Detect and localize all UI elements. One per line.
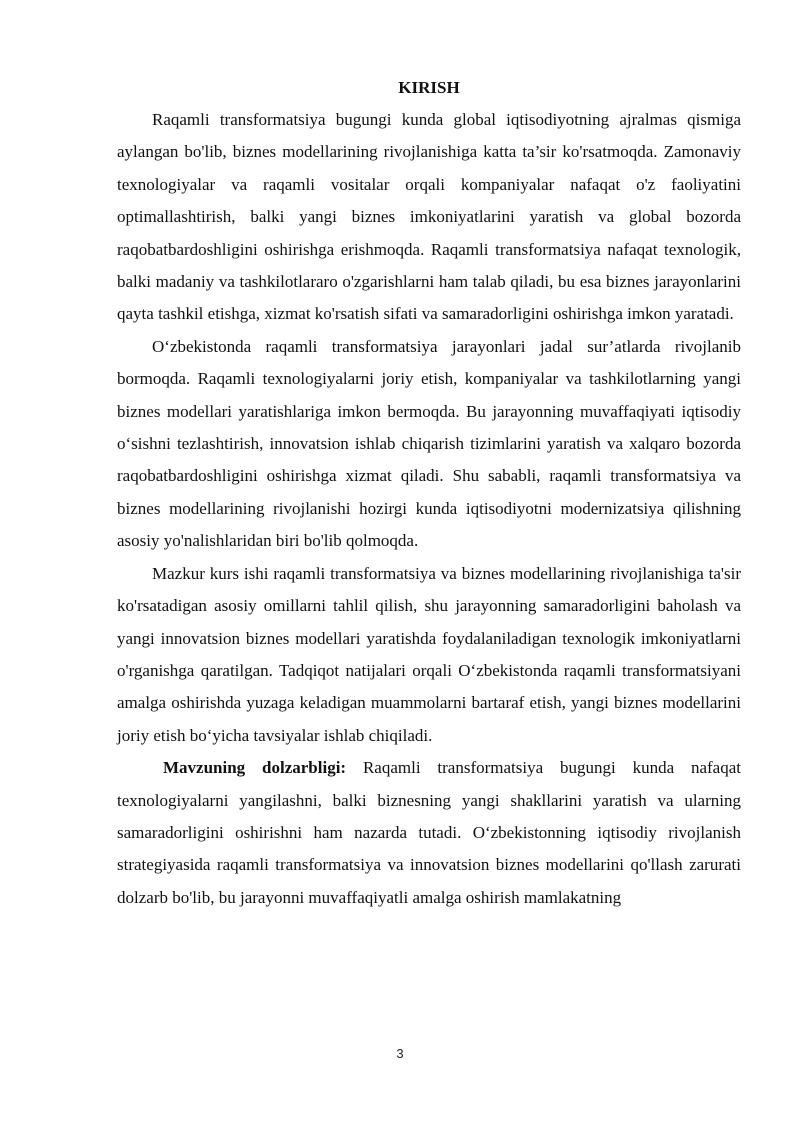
relevance-lead: Mavzuning dolzarbligi: [163, 758, 347, 778]
relevance-paragraph [117, 752, 741, 914]
relevance-text: Raqamli transformatsiya bugungi kunda nafaqat texnologiyalarni yangilashni, balki biznesning yangi shakllarini yaratish va ularning samaradorligini oshirishni ham nazarda tutadi. O‘zbekistonning iqtisodiy rivojlanish strategiyasida raqamli transformatsiya va innovatsion biznes modellarini qo'llash zarurati dolzarb bo'lib, bu jarayonni muvaffaqiyatli amalga oshirish mamlakatning [117, 758, 741, 907]
paragraph-1: Raqamli transformatsiya bugungi kunda global iqtisodiyotning ajralmas qismiga aylangan bo'lib, biznes modellarining rivojlanishiga katta ta’sir ko'rsatmoqda. Zamonaviy texnologiyalar va raqamli vositalar orqali kompaniyalar nafaqat o'z faoliyatini optimallashtirish, balki yangi biznes imkoniyatlarini yaratish va global bozorda raqobatbardoshligini oshirishga erishmoqda. Raqamli transformatsiya nafaqat texnologik, balki madaniy va tashkilotlararo o'zgarishlarni ham talab qiladi, bu esa biznes jarayonlarini qayta tashkil etishga, xizmat ko'rsatish sifati va samaradorligini oshirishga imkon yaratadi. [117, 110, 741, 324]
paragraph-3: Mazkur kurs ishi raqamli transformatsiya va biznes modellarining rivojlanishiga ta'sir ko'rsatadigan asosiy omillarni tahlil qilish, shu jarayonning samaradorligini baholash va yangi innovatsion biznes modellari yaratishda foydalaniladigan texnologik imkoniyatlarni o'rganishga qaratilgan. Tadqiqot natijalari orqali O‘zbekistonda raqamli transformatsiyani amalga oshirishda yuzaga keladigan muammolarni bartaraf etish, yangi biznes modellarini joriy etish bo‘yicha tavsiyalar ishlab chiqiladi. [117, 563, 741, 745]
section-heading: KIRISH [398, 78, 460, 97]
page-body [117, 72, 741, 914]
paragraph-2: O‘zbekistonda raqamli transformatsiya jarayonlari jadal sur’atlarda rivojlanib bormoqda. Raqamli texnologiyalarni joriy etish, kompaniyalar va tashkilotlarning yangi biznes modellari yaratishlariga imkon bermoqda. Bu jarayonning muvaffaqiyati iqtisodiy o‘sishni tezlashtirish, innovatsion ishlab chiqarish tizimlarini yaratish va xalqaro bozorda raqobatbardoshligini oshirishga xizmat qiladi. Shu sababli, raqamli transformatsiya va biznes modellarining rivojlanishi hozirgi kunda iqtisodiyotni modernizatsiya qilishning asosiy yo'nalishlaridan biri bo'lib qolmoqda. [117, 336, 741, 551]
page-number: 3 [396, 1046, 404, 1061]
